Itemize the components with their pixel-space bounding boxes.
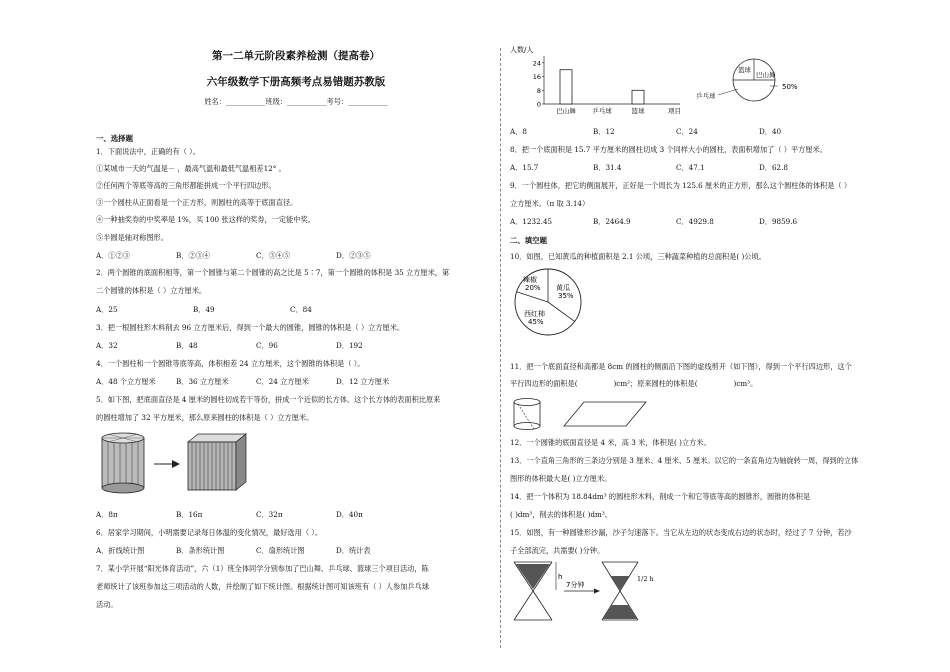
q7-pie-label-basketball: 篮球	[738, 66, 751, 74]
q6-line-1: 6．居家学习期间，小明需要记录每日体温的变化情况，最好选用（ ）。	[96, 528, 323, 537]
q7-xaxis-title: 项目	[668, 107, 681, 115]
q7-bar-0	[560, 70, 572, 104]
q1-statement-5: ⑤半圆是轴对称图形。	[96, 233, 168, 242]
q7-option-b[interactable]: B．12	[593, 127, 615, 136]
q9-options	[510, 217, 842, 226]
q11-line-2-part-c: )cm³。	[733, 379, 758, 388]
q5-line-1: 5．如下图，把底面直径是 4 厘米的圆柱切成若干等份，拼成一个近似的长方体。这个长方体的表面积比原来	[96, 395, 441, 404]
q1-option-a[interactable]: A．①②③	[96, 251, 130, 260]
q9-line-2: 立方厘米。（π 取 3.14）	[510, 199, 590, 208]
q15-hourglass-figure	[512, 560, 642, 624]
q1-statement-4: ④一种抽奖券的中奖率是 1%，买 100 张这样的奖券，一定能中奖。	[96, 215, 315, 224]
q8-line-1: 8．把一个底面积是 15.7 平方厘米的圆柱切成 3 个同样大小的圆柱，表面积增加了（ ）平方厘米。	[510, 145, 827, 154]
q15-line-2: 子全部流完，共需要( )分钟。	[510, 546, 605, 555]
q15-line-1: 15．如图，有一种圆锥形沙漏，沙子匀速落下。当它从左边的状态变成右边的状态时，经过了 7 分钟，若沙	[510, 528, 852, 537]
q3-option-a[interactable]: A．32	[96, 341, 118, 350]
q9-line-1: 9．一个圆柱体，把它的侧面展开，正好是一个周长为 125.6 厘米的正方形，那么这个圆柱体的体积是（ ）	[510, 181, 852, 190]
q9-option-b[interactable]: B．2464.9	[593, 217, 631, 226]
q11-line-2	[510, 379, 757, 388]
q7-pie	[696, 59, 798, 101]
q1-option-c[interactable]: C．③④⑤	[256, 251, 291, 260]
q7-pie-label-pingpong: 乒乓球	[696, 92, 716, 100]
q7-ytick-label: 8	[536, 86, 541, 95]
q10-pie-label-pepper: 辣椒	[523, 276, 537, 284]
q9-option-d[interactable]: D．9859.6	[759, 217, 798, 226]
q1-statement-2: ②任何两个等底等高的三角形都能拼成一个平行四边形。	[96, 181, 276, 190]
q7-options	[510, 127, 842, 136]
q3-option-c[interactable]: C．96	[256, 341, 278, 350]
q2-options	[96, 305, 387, 314]
q4-option-c[interactable]: C．24 立方厘米	[256, 377, 309, 386]
q15-h-label: h	[558, 573, 563, 581]
q7-xlabel-0: 巴山舞	[556, 107, 576, 115]
hourglass-left	[514, 562, 562, 620]
q5-option-a[interactable]: A．8π	[96, 510, 118, 519]
q10-line-1: 10．如图，已知黄瓜的种植面积是 2.1 公顷，三种蔬菜种植的总面积是( )公顷。	[510, 252, 766, 261]
q2-line-2: 二个圆锥的体积是（ ）立方厘米。	[96, 286, 207, 295]
q14-line-2: ( )dm³，削去的体积是( )dm³。	[510, 510, 612, 519]
q7-bar-2	[632, 90, 644, 104]
q5-line-2: 的圆柱增加了 32 平方厘米，那么原来圆柱的体积是（ ）立方厘米。	[96, 413, 314, 422]
q7-ytick-label: 0	[536, 100, 541, 109]
q1-statement-3: ③一个圆柱从正面看是一个正方形，则圆柱的高等于底面直径。	[96, 198, 298, 207]
q6-options	[96, 546, 416, 555]
q2-option-b[interactable]: B．49	[193, 305, 215, 314]
q7-chart	[510, 44, 810, 120]
q6-option-d[interactable]: D．统计表	[336, 546, 371, 555]
section-fill-heading: 二、填空题	[510, 236, 547, 245]
q15-arrow-label: 7分钟	[566, 581, 585, 589]
q10-pie-label-cucumber: 黄瓜	[556, 284, 570, 292]
page-divider	[500, 48, 501, 648]
q4-option-a[interactable]: A．48 个立方厘米	[96, 377, 156, 386]
q10-pie-label-tomato: 西红柿	[524, 310, 545, 318]
q15-half-h-label: 1/2 h	[637, 575, 654, 583]
q4-line-1: 4．一个圆柱和一个圆锥等底等高，体积相差 24 立方厘米，这个圆锥的体积是（ ）。	[96, 359, 365, 368]
q6-option-c[interactable]: C．扇形统计图	[256, 546, 305, 555]
q4-option-b[interactable]: B．36 立方厘米	[176, 377, 229, 386]
page-title: 第一二单元阶段素养检测（提高卷）	[212, 50, 380, 62]
q11-line-2-part-a: 平行四边形的面积是(	[510, 379, 578, 388]
q11-line-1: 11．把一个底面直径和高都是 8cm 的圆柱的侧面沿下图的虚线剪开（如下图），得到一个平行四边形，这个	[510, 362, 852, 371]
q11-parallelogram	[564, 402, 646, 426]
q7-ytick-label: 24	[532, 59, 541, 68]
transform-arrow	[154, 460, 180, 468]
page-subtitle: 六年级数学下册高频考点易错题苏教版	[206, 76, 386, 88]
q11-cylinder	[514, 399, 540, 430]
q7-xlabel-2: 篮球	[631, 107, 645, 115]
hourglass-right	[602, 562, 638, 620]
q1-stem: 1．下面说法中，正确的有（ ）。	[96, 147, 200, 156]
q3-option-b[interactable]: B．48	[176, 341, 198, 350]
q8-option-c[interactable]: C．47.1	[676, 163, 705, 172]
q1-statement-1: ①某城市一天的气温是－ ，最高气温和最低气温相差12° 。	[96, 164, 286, 173]
q1-option-b[interactable]: B．②③④	[176, 251, 211, 260]
q3-line-1: 3．把一根圆柱形木料削去 96 立方厘米后，得到一个最大的圆锥，圆锥的体积是（ ）立方厘米。	[96, 323, 405, 332]
q7-option-d[interactable]: D．40	[759, 127, 782, 136]
q13-line-1: 13．一个直角三角形的三条边分别是 3 厘米、4 厘米、5 厘米。以它的一条直角边为轴旋转一周，得到的立体	[510, 456, 859, 465]
q2-option-a[interactable]: A．25	[96, 305, 118, 314]
q10-pie-pct-tomato: 45%	[528, 318, 544, 326]
q5-option-b[interactable]: B．16π	[176, 510, 203, 519]
q7-pie-percent: 50%	[782, 83, 798, 91]
cuboid-drawing	[188, 434, 246, 490]
q12-line-1: 12．一个圆锥的底面直径是 4 米，高 3 米，体积是( )立方米。	[510, 438, 711, 447]
q6-option-a[interactable]: A．折线统计图	[96, 546, 145, 555]
q10-pie-chart	[512, 268, 592, 340]
q14-line-1: 14．把一个体积为 18.84dm³ 的圆柱形木料，削成一个和它等底等高的圆锥形，圆锥的体积是	[510, 492, 811, 501]
q8-option-b[interactable]: B．31.4	[593, 163, 622, 172]
q2-option-c[interactable]: C．84	[290, 305, 312, 314]
q5-cylinder-figure	[100, 428, 290, 498]
time-arrow	[564, 580, 600, 594]
cylinder-drawing	[102, 433, 144, 493]
q7-pie-label-dance: 巴山舞	[756, 71, 776, 79]
q7-line-2: 老师统计了该班参加这三项活动的人数，并绘制了如下统计图。根据统计图可知该班有（ ）人参加乒乓球	[96, 582, 429, 591]
q10-pie-pct-pepper: 20%	[525, 284, 541, 292]
q7-ytick-label: 16	[532, 73, 541, 82]
q7-ylabel: 人数/人	[510, 46, 534, 54]
q7-option-a[interactable]: A．8	[510, 127, 527, 136]
q4-option-d[interactable]: D．12 立方厘米	[336, 377, 390, 386]
q11-figure	[512, 396, 652, 432]
q10-pie-pct-cucumber: 35%	[558, 292, 574, 300]
section-choice-heading: 一、选择题	[96, 134, 133, 143]
q6-option-b[interactable]: B．条形统计图	[176, 546, 225, 555]
q4-options	[96, 377, 416, 386]
q3-option-d[interactable]: D．192	[336, 341, 363, 350]
q1-options	[96, 251, 416, 260]
q8-option-a[interactable]: A．15.7	[510, 163, 539, 172]
q11-line-2-part-b: )cm²；原来圆柱的体积是(	[613, 379, 698, 388]
q9-option-c[interactable]: C．4929.8	[676, 217, 714, 226]
q13-line-2: 图形的体积最大是( )立方厘米。	[510, 474, 612, 483]
q7-xlabel-1: 乒乓球	[592, 107, 612, 115]
q7-line-3: 活动。	[96, 600, 118, 609]
q2-line-1: 2．两个圆锥的底面积相等，第一个圆锥与第二个圆锥的高之比是 5∶7，第一个圆锥的体积是 35 立方厘米，第	[96, 268, 450, 277]
q7-option-c[interactable]: C．24	[676, 127, 698, 136]
q5-option-c[interactable]: C．32π	[256, 510, 283, 519]
q5-option-d[interactable]: D．40π	[336, 510, 363, 519]
q3-options	[96, 341, 416, 350]
q1-option-d[interactable]: D．②③⑤	[336, 251, 371, 260]
q8-options	[510, 163, 842, 172]
q8-option-d[interactable]: D．62.8	[759, 163, 788, 172]
q5-options	[96, 510, 416, 519]
q9-option-a[interactable]: A．1232.45	[510, 217, 553, 226]
student-info-line: 姓名：___________班级：___________考号：___________	[204, 97, 388, 106]
q7-line-1: 7．某小学开展“阳光体育活动”，六（1）班全体同学分别参加了巴山舞、乒乓球、篮球三个项目活动，陈	[96, 564, 429, 573]
